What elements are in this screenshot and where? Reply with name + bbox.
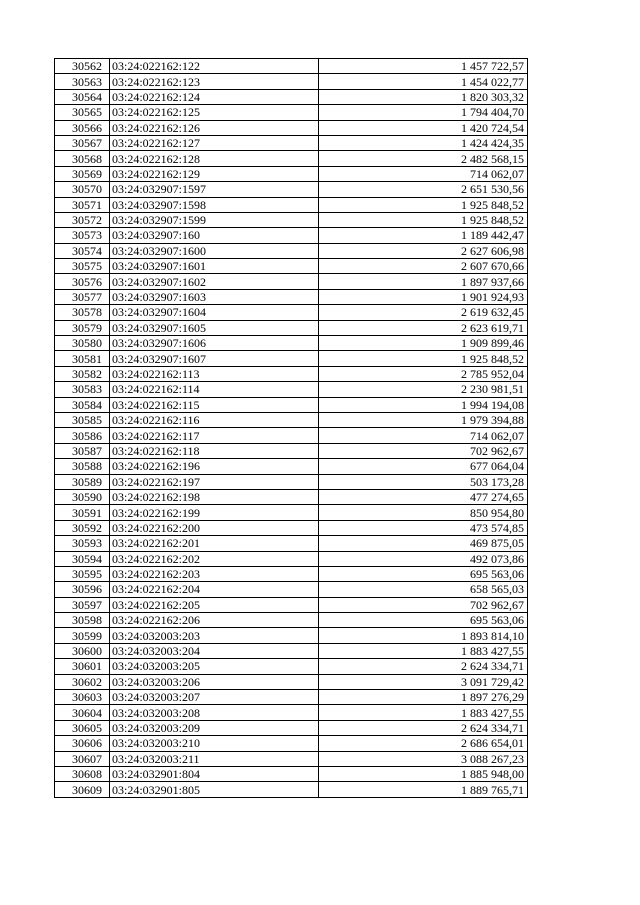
- row-number-cell: 30601: [55, 659, 110, 674]
- cadastral-number-cell: 03:24:022162:115: [110, 397, 319, 412]
- table-row: [55, 566, 528, 581]
- cadastral-value-cell: 2 785 952,04: [319, 366, 528, 381]
- cadastral-value-cell: 1 189 442,47: [319, 228, 528, 243]
- row-number-cell: 30578: [55, 305, 110, 320]
- table-row: [55, 89, 528, 104]
- table-row: [55, 212, 528, 227]
- table-row: [55, 597, 528, 612]
- cadastral-value-cell: 503 173,28: [319, 474, 528, 489]
- table-row: [55, 674, 528, 689]
- cadastral-value-cell: 1 883 427,55: [319, 705, 528, 720]
- row-number-cell: 30605: [55, 720, 110, 735]
- table-row: [55, 720, 528, 735]
- cadastral-number-cell: 03:24:032907:1604: [110, 305, 319, 320]
- table-row: [55, 751, 528, 766]
- row-number-cell: 30596: [55, 582, 110, 597]
- cadastral-number-cell: 03:24:032907:1602: [110, 274, 319, 289]
- table-row: [55, 259, 528, 274]
- cadastral-number-cell: 03:24:022162:126: [110, 120, 319, 135]
- table-row: [55, 197, 528, 212]
- table-row: [55, 120, 528, 135]
- cadastral-value-cell: 1 889 765,71: [319, 782, 528, 797]
- cadastral-number-cell: 03:24:032003:205: [110, 659, 319, 674]
- table-row: [55, 643, 528, 658]
- cadastral-number-cell: 03:24:032003:203: [110, 628, 319, 643]
- row-number-cell: 30570: [55, 182, 110, 197]
- cadastral-number-cell: 03:24:022162:125: [110, 105, 319, 120]
- row-number-cell: 30599: [55, 628, 110, 643]
- table-row: [55, 274, 528, 289]
- row-number-cell: 30582: [55, 366, 110, 381]
- cadastral-value-cell: 1 420 724,54: [319, 120, 528, 135]
- table-row: [55, 166, 528, 181]
- cadastral-number-cell: 03:24:032907:1599: [110, 212, 319, 227]
- cadastral-number-cell: 03:24:032907:160: [110, 228, 319, 243]
- table-row: [55, 351, 528, 366]
- cadastral-number-cell: 03:24:032003:206: [110, 674, 319, 689]
- cadastral-number-cell: 03:24:022162:201: [110, 536, 319, 551]
- row-number-cell: 30602: [55, 674, 110, 689]
- cadastral-value-cell: 1 457 722,57: [319, 59, 528, 74]
- row-number-cell: 30566: [55, 120, 110, 135]
- cadastral-value-cell: 1 979 394,88: [319, 412, 528, 427]
- cadastral-value-cell: 695 563,06: [319, 566, 528, 581]
- cadastral-value-cell: 1 820 303,32: [319, 89, 528, 104]
- cadastral-value-cell: 3 088 267,23: [319, 751, 528, 766]
- cadastral-value-cell: 1 893 814,10: [319, 628, 528, 643]
- cadastral-number-cell: 03:24:022162:200: [110, 520, 319, 535]
- table-row: [55, 320, 528, 335]
- row-number-cell: 30598: [55, 613, 110, 628]
- table-row: [55, 243, 528, 258]
- table-row: [55, 105, 528, 120]
- table-row: [55, 397, 528, 412]
- cadastral-value-cell: 714 062,07: [319, 428, 528, 443]
- cadastral-number-cell: 03:24:022162:129: [110, 166, 319, 181]
- row-number-cell: 30597: [55, 597, 110, 612]
- cadastral-number-cell: 03:24:022162:198: [110, 489, 319, 504]
- cadastral-number-cell: 03:24:022162:196: [110, 459, 319, 474]
- row-number-cell: 30563: [55, 74, 110, 89]
- cadastral-value-cell: 1 897 276,29: [319, 690, 528, 705]
- cadastral-number-cell: 03:24:022162:118: [110, 443, 319, 458]
- table-row: [55, 705, 528, 720]
- table-row: [55, 582, 528, 597]
- cadastral-number-cell: 03:24:022162:123: [110, 74, 319, 89]
- cadastral-number-cell: 03:24:032003:208: [110, 705, 319, 720]
- row-number-cell: 30576: [55, 274, 110, 289]
- row-number-cell: 30604: [55, 705, 110, 720]
- cadastral-number-cell: 03:24:032907:1601: [110, 259, 319, 274]
- cadastral-number-cell: 03:24:032003:211: [110, 751, 319, 766]
- cadastral-number-cell: 03:24:022162:203: [110, 566, 319, 581]
- cadastral-number-cell: 03:24:032907:1597: [110, 182, 319, 197]
- cadastral-value-cell: 1 424 424,35: [319, 135, 528, 150]
- cadastral-value-cell: 1 994 194,08: [319, 397, 528, 412]
- cadastral-number-cell: 03:24:032003:209: [110, 720, 319, 735]
- cadastral-value-cell: 492 073,86: [319, 551, 528, 566]
- cadastral-value-cell: 677 064,04: [319, 459, 528, 474]
- row-number-cell: 30590: [55, 489, 110, 504]
- row-number-cell: 30572: [55, 212, 110, 227]
- table-row: [55, 366, 528, 381]
- table-row: [55, 613, 528, 628]
- table-row: [55, 489, 528, 504]
- row-number-cell: 30587: [55, 443, 110, 458]
- row-number-cell: 30584: [55, 397, 110, 412]
- row-number-cell: 30571: [55, 197, 110, 212]
- row-number-cell: 30569: [55, 166, 110, 181]
- row-number-cell: 30574: [55, 243, 110, 258]
- cadastral-number-cell: 03:24:022162:197: [110, 474, 319, 489]
- table-row: [55, 736, 528, 751]
- row-number-cell: 30573: [55, 228, 110, 243]
- cadastral-value-cell: 473 574,85: [319, 520, 528, 535]
- cadastral-value-cell: 658 565,03: [319, 582, 528, 597]
- row-number-cell: 30565: [55, 105, 110, 120]
- cadastral-number-cell: 03:24:032907:1606: [110, 336, 319, 351]
- cadastral-value-cell: 1 897 937,66: [319, 274, 528, 289]
- cadastral-number-cell: 03:24:022162:205: [110, 597, 319, 612]
- row-number-cell: 30606: [55, 736, 110, 751]
- row-number-cell: 30564: [55, 89, 110, 104]
- cadastral-number-cell: 03:24:022162:122: [110, 59, 319, 74]
- cadastral-value-table: [54, 58, 528, 798]
- cadastral-value-cell: 1 454 022,77: [319, 74, 528, 89]
- table-row: [55, 628, 528, 643]
- row-number-cell: 30609: [55, 782, 110, 797]
- cadastral-value-cell: 1 925 848,52: [319, 351, 528, 366]
- table-row: [55, 382, 528, 397]
- table-row: [55, 536, 528, 551]
- cadastral-value-cell: 1 901 924,93: [319, 289, 528, 304]
- cadastral-value-cell: 2 624 334,71: [319, 720, 528, 735]
- table-row: [55, 289, 528, 304]
- cadastral-number-cell: 03:24:022162:206: [110, 613, 319, 628]
- cadastral-value-cell: 1 883 427,55: [319, 643, 528, 658]
- cadastral-number-cell: 03:24:022162:127: [110, 135, 319, 150]
- cadastral-number-cell: 03:24:032003:204: [110, 643, 319, 658]
- cadastral-value-cell: 1 925 848,52: [319, 197, 528, 212]
- cadastral-number-cell: 03:24:032901:805: [110, 782, 319, 797]
- cadastral-value-cell: 850 954,80: [319, 505, 528, 520]
- cadastral-value-cell: 2 607 670,66: [319, 259, 528, 274]
- table-row: [55, 782, 528, 797]
- table-row: [55, 151, 528, 166]
- cadastral-number-cell: 03:24:022162:124: [110, 89, 319, 104]
- table-row: [55, 428, 528, 443]
- row-number-cell: 30579: [55, 320, 110, 335]
- row-number-cell: 30593: [55, 536, 110, 551]
- table-row: [55, 135, 528, 150]
- row-number-cell: 30581: [55, 351, 110, 366]
- cadastral-number-cell: 03:24:022162:204: [110, 582, 319, 597]
- table-row: [55, 74, 528, 89]
- row-number-cell: 30589: [55, 474, 110, 489]
- table-row: [55, 459, 528, 474]
- cadastral-value-cell: 2 619 632,45: [319, 305, 528, 320]
- cadastral-number-cell: 03:24:032003:210: [110, 736, 319, 751]
- cadastral-number-cell: 03:24:022162:199: [110, 505, 319, 520]
- table-row: [55, 336, 528, 351]
- cadastral-number-cell: 03:24:022162:117: [110, 428, 319, 443]
- cadastral-value-cell: 2 624 334,71: [319, 659, 528, 674]
- table-body: [55, 59, 528, 798]
- cadastral-value-cell: 702 962,67: [319, 443, 528, 458]
- row-number-cell: 30567: [55, 135, 110, 150]
- table-row: [55, 520, 528, 535]
- cadastral-value-cell: 477 274,65: [319, 489, 528, 504]
- cadastral-value-cell: 1 885 948,00: [319, 766, 528, 781]
- cadastral-number-cell: 03:24:032003:207: [110, 690, 319, 705]
- cadastral-number-cell: 03:24:032907:1600: [110, 243, 319, 258]
- row-number-cell: 30586: [55, 428, 110, 443]
- cadastral-value-cell: 714 062,07: [319, 166, 528, 181]
- cadastral-value-cell: 3 091 729,42: [319, 674, 528, 689]
- cadastral-number-cell: 03:24:032907:1607: [110, 351, 319, 366]
- row-number-cell: 30585: [55, 412, 110, 427]
- table-row: [55, 412, 528, 427]
- table-row: [55, 659, 528, 674]
- table-row: [55, 59, 528, 74]
- table-row: [55, 228, 528, 243]
- table-row: [55, 766, 528, 781]
- cadastral-number-cell: 03:24:022162:128: [110, 151, 319, 166]
- row-number-cell: 30608: [55, 766, 110, 781]
- row-number-cell: 30607: [55, 751, 110, 766]
- cadastral-value-cell: 2 651 530,56: [319, 182, 528, 197]
- row-number-cell: 30594: [55, 551, 110, 566]
- cadastral-number-cell: 03:24:032907:1598: [110, 197, 319, 212]
- table-row: [55, 182, 528, 197]
- table-row: [55, 505, 528, 520]
- row-number-cell: 30583: [55, 382, 110, 397]
- cadastral-number-cell: 03:24:022162:202: [110, 551, 319, 566]
- cadastral-number-cell: 03:24:032907:1605: [110, 320, 319, 335]
- row-number-cell: 30592: [55, 520, 110, 535]
- row-number-cell: 30600: [55, 643, 110, 658]
- cadastral-value-cell: 695 563,06: [319, 613, 528, 628]
- cadastral-number-cell: 03:24:022162:114: [110, 382, 319, 397]
- row-number-cell: 30595: [55, 566, 110, 581]
- cadastral-value-cell: 702 962,67: [319, 597, 528, 612]
- cadastral-number-cell: 03:24:022162:113: [110, 366, 319, 381]
- row-number-cell: 30588: [55, 459, 110, 474]
- row-number-cell: 30575: [55, 259, 110, 274]
- cadastral-value-cell: 2 623 619,71: [319, 320, 528, 335]
- cadastral-value-cell: 2 627 606,98: [319, 243, 528, 258]
- cadastral-value-cell: 2 230 981,51: [319, 382, 528, 397]
- cadastral-number-cell: 03:24:032901:804: [110, 766, 319, 781]
- cadastral-number-cell: 03:24:032907:1603: [110, 289, 319, 304]
- table-row: [55, 551, 528, 566]
- row-number-cell: 30577: [55, 289, 110, 304]
- cadastral-value-cell: 1 794 404,70: [319, 105, 528, 120]
- row-number-cell: 30603: [55, 690, 110, 705]
- row-number-cell: 30580: [55, 336, 110, 351]
- table-row: [55, 474, 528, 489]
- cadastral-value-cell: 469 875,05: [319, 536, 528, 551]
- row-number-cell: 30562: [55, 59, 110, 74]
- table-row: [55, 443, 528, 458]
- table-row: [55, 305, 528, 320]
- row-number-cell: 30568: [55, 151, 110, 166]
- table-row: [55, 690, 528, 705]
- cadastral-number-cell: 03:24:022162:116: [110, 412, 319, 427]
- cadastral-value-cell: 2 686 654,01: [319, 736, 528, 751]
- cadastral-value-cell: 2 482 568,15: [319, 151, 528, 166]
- cadastral-value-cell: 1 925 848,52: [319, 212, 528, 227]
- cadastral-value-cell: 1 909 899,46: [319, 336, 528, 351]
- row-number-cell: 30591: [55, 505, 110, 520]
